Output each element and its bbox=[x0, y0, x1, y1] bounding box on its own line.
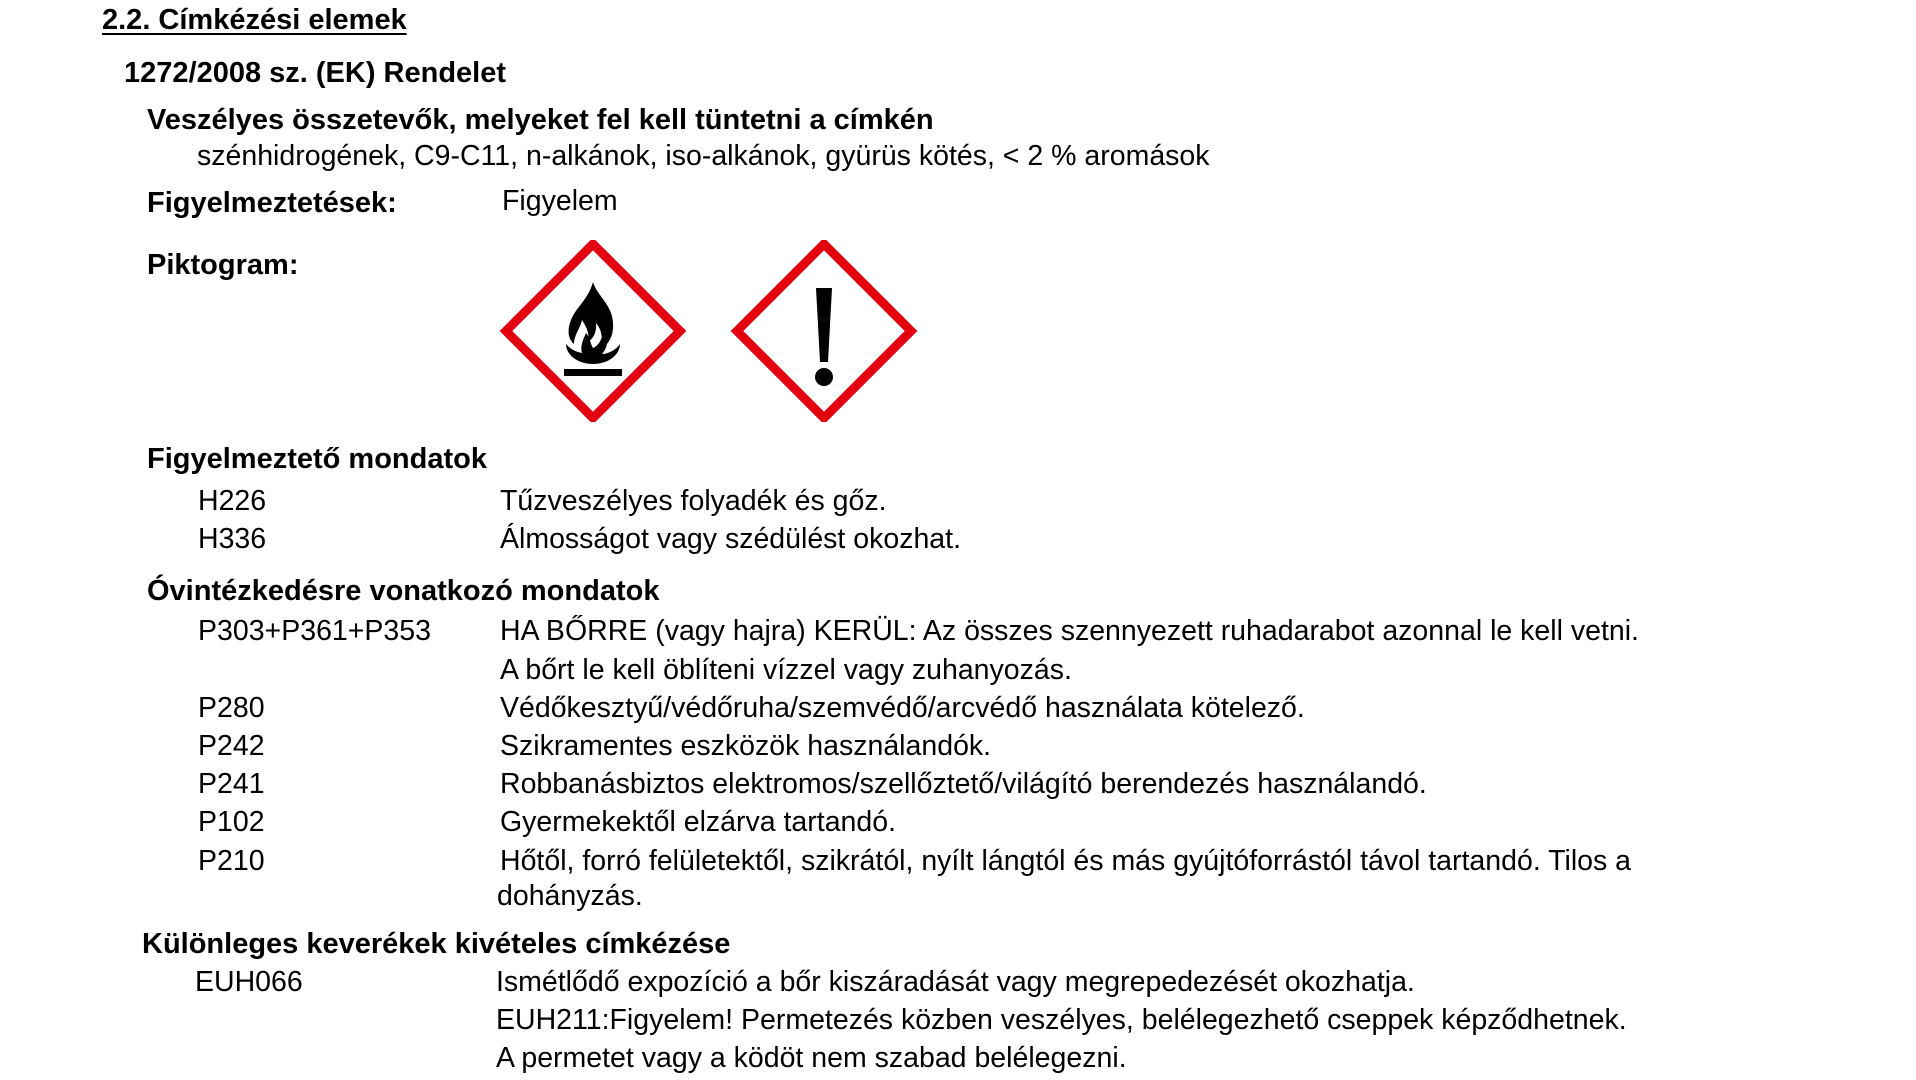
signal-word-value: Figyelem bbox=[502, 185, 618, 217]
hazard-text: Álmosságot vagy szédülést okozhat. bbox=[500, 523, 961, 555]
euh-text: Ismétlődő expozíció a bőr kiszáradását vagy megrepedezését okozhatja. bbox=[496, 966, 1415, 998]
precautionary-code: P280 bbox=[198, 692, 265, 724]
hazardous-components-value: szénhidrogének, C9-C11, n-alkánok, iso-alkánok, gyürüs kötés, < 2 % aromások bbox=[197, 140, 1210, 172]
regulation-title: 1272/2008 sz. (EK) Rendelet bbox=[124, 57, 507, 89]
flame-icon bbox=[506, 244, 680, 418]
euh-text-2: EUH211:Figyelem! Permetezés közben veszélyes, belélegezhető cseppek képződhetnek. bbox=[496, 1004, 1627, 1036]
precautionary-text: Robbanásbiztos elektromos/szellőztető/világító berendezés használandó. bbox=[500, 768, 1427, 800]
precautionary-code: P102 bbox=[198, 806, 265, 838]
special-labelling-heading: Különleges keverékek kivételes címkézése bbox=[142, 928, 731, 960]
precautionary-statements-heading: Óvintézkedésre vonatkozó mondatok bbox=[147, 575, 660, 607]
precautionary-text: Hőtől, forró felületektől, szikrától, nyílt lángtól és más gyújtóforrástól távol tartandó. Tilos a bbox=[500, 845, 1632, 877]
precautionary-text-continued: dohányzás. bbox=[497, 880, 643, 912]
precautionary-code: P241 bbox=[198, 768, 265, 800]
pictogram-label: Piktogram: bbox=[147, 249, 299, 281]
hazard-code: H336 bbox=[198, 523, 267, 555]
precautionary-code: P210 bbox=[198, 845, 265, 877]
hazardous-components-heading: Veszélyes összetevők, melyeket fel kell tüntetni a címkén bbox=[147, 104, 934, 136]
precautionary-text-continued: A bőrt le kell öblíteni vízzel vagy zuhanyozás. bbox=[500, 654, 1072, 686]
pictogram-row bbox=[498, 240, 918, 422]
exclamation-mark-icon bbox=[737, 244, 911, 418]
precautionary-text: HA BŐRRE (vagy hajra) KERÜL: Az összes szennyezett ruhadarabot azonnal le kell vetni. bbox=[500, 615, 1639, 647]
hazard-code: H226 bbox=[198, 485, 267, 517]
hazard-text: Tűzveszélyes folyadék és gőz. bbox=[500, 485, 887, 517]
section-title: 2.2. Címkézési elemek bbox=[102, 4, 407, 36]
euh-text-3: A permetet vagy a ködöt nem szabad belélegezni. bbox=[496, 1042, 1127, 1074]
precautionary-text: Szikramentes eszközök használandók. bbox=[500, 730, 992, 762]
hazard-statements-heading: Figyelmeztető mondatok bbox=[147, 443, 487, 475]
precautionary-code: P303+P361+P353 bbox=[198, 615, 431, 647]
precautionary-text: Védőkesztyű/védőruha/szemvédő/arcvédő használata kötelező. bbox=[500, 692, 1305, 724]
signal-word-label: Figyelmeztetések: bbox=[147, 187, 397, 219]
precautionary-text: Gyermekektől elzárva tartandó. bbox=[500, 806, 897, 838]
euh-code: EUH066 bbox=[195, 966, 303, 998]
precautionary-code: P242 bbox=[198, 730, 265, 762]
